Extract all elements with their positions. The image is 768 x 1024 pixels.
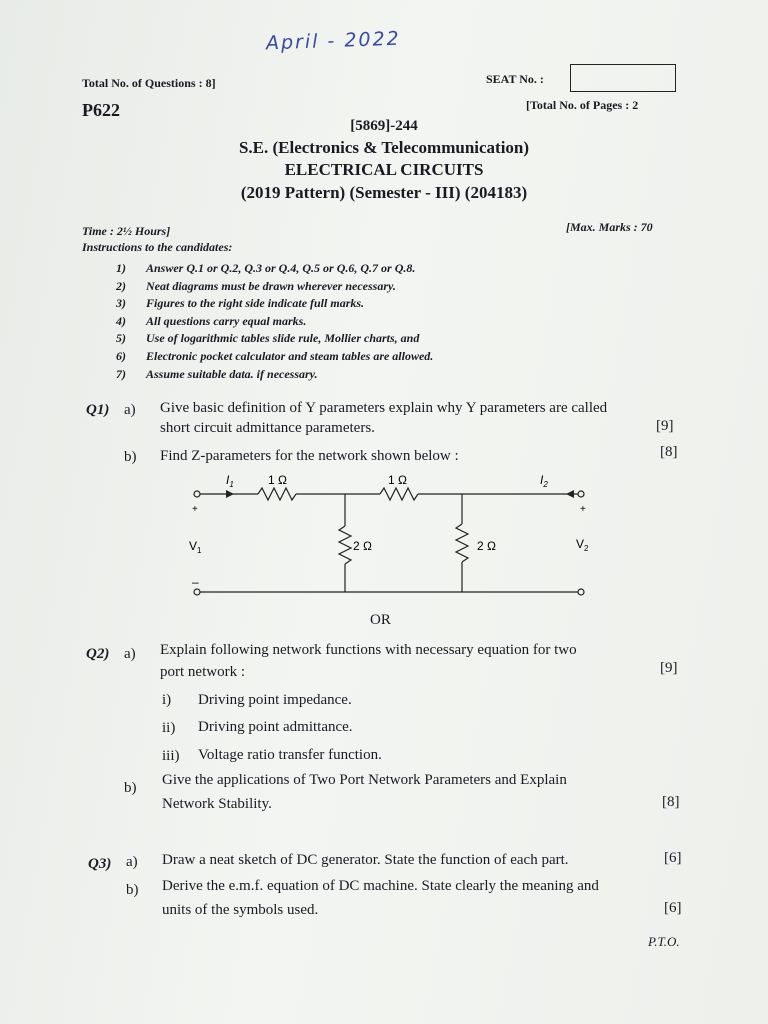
max-marks: [Max. Marks : 70 <box>566 220 653 234</box>
q2-b-line1: Give the applications of Two Port Network Parameters and Explain <box>162 772 567 788</box>
resistor-2ohm-b <box>456 524 468 562</box>
v1-label: $V_1$ <box>189 539 202 555</box>
q2-number: Q2) <box>86 646 110 662</box>
terminal-1-prime <box>194 589 200 595</box>
exam-code: [5869]-244 <box>350 118 418 134</box>
instruction-num: 6) <box>116 349 126 363</box>
q2-b-marks: [8] <box>662 794 680 810</box>
pto-footer: P.T.O. <box>648 934 680 949</box>
q2-sub-text: Voltage ratio transfer function. <box>198 747 382 763</box>
q2-sub-text: Driving point impedance. <box>198 692 352 708</box>
q2-sub-text: Driving point admittance. <box>198 719 353 735</box>
q1-a-line2: short circuit admittance parameters. <box>160 420 375 436</box>
q3-b-line2: units of the symbols used. <box>162 902 319 918</box>
instruction-num: 5) <box>116 331 126 345</box>
r2-label: 1 Ω <box>388 473 407 487</box>
time-label: Time : 2½ Hours] <box>82 224 171 238</box>
terminal-1 <box>194 491 200 497</box>
instruction-text: Answer Q.1 or Q.2, Q.3 or Q.4, Q.5 or Q.6, Q.7 or Q.8. <box>146 261 416 275</box>
subject-title: ELECTRICAL CIRCUITS <box>284 160 484 179</box>
plus-sign-right: + <box>580 504 586 515</box>
terminal-2-prime <box>578 589 584 595</box>
r1-label: 1 Ω <box>268 473 287 487</box>
q1-a-label: a) <box>124 402 136 418</box>
instruction-num: 1) <box>116 261 126 275</box>
r4-label: 2 Ω <box>477 539 496 553</box>
q3-b-label: b) <box>126 882 139 898</box>
q2-a-label: a) <box>124 646 136 662</box>
q3-b-marks: [6] <box>664 900 682 916</box>
resistor-1ohm-a <box>258 488 296 500</box>
seat-no-label: SEAT No. : <box>486 72 544 86</box>
total-questions: Total No. of Questions : 8] <box>82 76 216 90</box>
q1-a-marks: [9] <box>656 418 674 434</box>
i1-arrow-icon <box>226 490 234 498</box>
q3-a-label: a) <box>126 854 138 870</box>
i2-arrow-icon <box>566 490 574 498</box>
q2-a-line1: Explain following network functions with necessary equation for two <box>160 642 577 658</box>
q3-number: Q3) <box>88 856 112 872</box>
resistor-1ohm-b <box>380 488 418 500</box>
q1-number: Q1) <box>86 402 110 418</box>
course-title: S.E. (Electronics & Telecommunication) <box>238 138 530 157</box>
plus-sign-left: + <box>192 504 198 515</box>
q3-b-line1: Derive the e.m.f. equation of DC machine. State clearly the meaning and <box>162 878 599 894</box>
instruction-text: Use of logarithmic tables slide rule, Mollier charts, and <box>146 331 420 345</box>
instruction-text: Neat diagrams must be drawn wherever necessary. <box>146 279 396 293</box>
instruction-text: Electronic pocket calculator and steam tables are allowed. <box>146 349 434 363</box>
q3-a-text: Draw a neat sketch of DC generator. State the function of each part. <box>162 852 569 868</box>
q1-a-line1: Give basic definition of Y parameters explain why Y parameters are called <box>160 400 608 416</box>
q2-sub-num: i) <box>162 692 172 708</box>
v2-label: $V_2$ <box>576 537 589 553</box>
instructions-heading: Instructions to the candidates: <box>82 240 233 254</box>
terminal-2 <box>578 491 584 497</box>
q1-b-text: Find Z-parameters for the network shown below : <box>160 448 459 464</box>
or-separator: OR <box>370 612 391 628</box>
instruction-text: All questions carry equal marks. <box>146 314 307 328</box>
instruction-num: 7) <box>116 367 126 381</box>
q2-sub-num: iii) <box>162 748 180 764</box>
instruction-num: 3) <box>116 296 126 310</box>
q1-b-marks: [8] <box>660 444 678 460</box>
handwritten-date: April - 2022 <box>265 27 402 55</box>
total-pages: [Total No. of Pages : 2 <box>526 98 639 112</box>
q2-a-marks: [9] <box>660 660 678 676</box>
q2-a-line2: port network : <box>160 664 245 680</box>
pattern-title: (2019 Pattern) (Semester - III) (204183) <box>240 183 528 202</box>
q2-b-label: b) <box>124 780 137 796</box>
minus-sign-left: – <box>192 575 199 589</box>
resistor-2ohm-a <box>339 526 351 564</box>
instruction-text: Assume suitable data. if necessary. <box>146 367 318 381</box>
paper-code: P622 <box>82 100 120 120</box>
q2-b-line2: Network Stability. <box>162 796 272 812</box>
instruction-text: Figures to the right side indicate full marks. <box>146 296 365 310</box>
i2-label: $I_2$ <box>540 473 548 489</box>
r3-label: 2 Ω <box>353 539 372 553</box>
instruction-num: 2) <box>116 279 126 293</box>
q3-a-marks: [6] <box>664 850 682 866</box>
i1-label: $I_1$ <box>226 473 234 489</box>
instruction-num: 4) <box>116 314 126 328</box>
q1-b-label: b) <box>124 449 137 465</box>
q2-sub-num: ii) <box>162 720 176 736</box>
